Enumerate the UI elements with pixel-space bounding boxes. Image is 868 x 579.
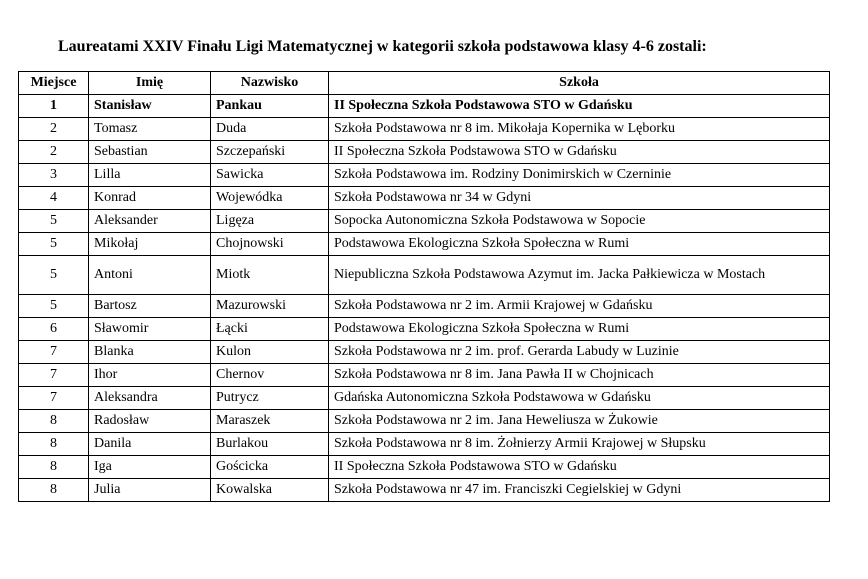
cell-school: Gdańska Autonomiczna Szkoła Podstawowa w Gdańsku: [329, 387, 830, 410]
cell-last-name: Wojewódka: [211, 187, 329, 210]
cell-first-name: Sławomir: [89, 318, 211, 341]
cell-last-name: Chojnowski: [211, 233, 329, 256]
cell-place: 8: [19, 456, 89, 479]
cell-school: Szkoła Podstawowa nr 2 im. prof. Gerarda Labudy w Luzinie: [329, 341, 830, 364]
cell-place: 5: [19, 210, 89, 233]
cell-place: 5: [19, 295, 89, 318]
cell-school: Szkoła Podstawowa nr 8 im. Mikołaja Kopernika w Lęborku: [329, 118, 830, 141]
cell-last-name: Putrycz: [211, 387, 329, 410]
cell-school: II Społeczna Szkoła Podstawowa STO w Gdańsku: [329, 141, 830, 164]
cell-school: Szkoła Podstawowa nr 8 im. Żołnierzy Armii Krajowej w Słupsku: [329, 433, 830, 456]
table-row: [19, 164, 830, 187]
table-row: [19, 295, 830, 318]
cell-first-name: Aleksandra: [89, 387, 211, 410]
table-header-row: [19, 72, 830, 95]
table-row: [19, 233, 830, 256]
cell-last-name: Pankau: [211, 95, 329, 118]
cell-last-name: Maraszek: [211, 410, 329, 433]
cell-first-name: Antoni: [89, 256, 211, 295]
cell-last-name: Mazurowski: [211, 295, 329, 318]
cell-place: 7: [19, 364, 89, 387]
cell-first-name: Ihor: [89, 364, 211, 387]
cell-last-name: Burlakou: [211, 433, 329, 456]
cell-school: Podstawowa Ekologiczna Szkoła Społeczna w Rumi: [329, 318, 830, 341]
table-row: [19, 364, 830, 387]
table-row: [19, 433, 830, 456]
cell-last-name: Miotk: [211, 256, 329, 295]
cell-school: II Społeczna Szkoła Podstawowa STO w Gdańsku: [329, 95, 830, 118]
cell-place: 5: [19, 233, 89, 256]
table-row: [19, 387, 830, 410]
cell-place: 2: [19, 141, 89, 164]
cell-first-name: Lilla: [89, 164, 211, 187]
header-last-name: Nazwisko: [211, 72, 329, 95]
cell-first-name: Mikołaj: [89, 233, 211, 256]
cell-first-name: Blanka: [89, 341, 211, 364]
cell-first-name: Sebastian: [89, 141, 211, 164]
cell-place: 3: [19, 164, 89, 187]
cell-school: Szkoła Podstawowa nr 47 im. Franciszki Cegielskiej w Gdyni: [329, 479, 830, 502]
cell-place: 6: [19, 318, 89, 341]
table-row: [19, 95, 830, 118]
laureates-table: [18, 71, 830, 502]
cell-place: 8: [19, 479, 89, 502]
cell-place: 1: [19, 95, 89, 118]
header-school: Szkoła: [329, 72, 830, 95]
cell-place: 8: [19, 433, 89, 456]
cell-place: 7: [19, 341, 89, 364]
cell-first-name: Julia: [89, 479, 211, 502]
cell-school: Sopocka Autonomiczna Szkoła Podstawowa w Sopocie: [329, 210, 830, 233]
cell-last-name: Sawicka: [211, 164, 329, 187]
cell-first-name: Stanisław: [89, 95, 211, 118]
cell-place: 8: [19, 410, 89, 433]
table-row: [19, 256, 830, 295]
cell-last-name: Chernov: [211, 364, 329, 387]
cell-place: 4: [19, 187, 89, 210]
cell-last-name: Łącki: [211, 318, 329, 341]
cell-place: 5: [19, 256, 89, 295]
cell-school: Szkoła Podstawowa nr 2 im. Jana Heweliusza w Żukowie: [329, 410, 830, 433]
header-place: Miejsce: [19, 72, 89, 95]
page-title: Laureatami XXIV Finału Ligi Matematycznej w kategorii szkoła podstawowa klasy 4-6 zostali:: [58, 38, 707, 55]
cell-last-name: Kowalska: [211, 479, 329, 502]
table-row: [19, 341, 830, 364]
cell-first-name: Iga: [89, 456, 211, 479]
cell-school: Szkoła Podstawowa nr 34 w Gdyni: [329, 187, 830, 210]
cell-last-name: Duda: [211, 118, 329, 141]
cell-school: Szkoła Podstawowa im. Rodziny Donimirskich w Czerninie: [329, 164, 830, 187]
cell-school: II Społeczna Szkoła Podstawowa STO w Gdańsku: [329, 456, 830, 479]
cell-last-name: Ligęza: [211, 210, 329, 233]
cell-first-name: Konrad: [89, 187, 211, 210]
table-row: [19, 187, 830, 210]
cell-place: 7: [19, 387, 89, 410]
table-row: [19, 141, 830, 164]
cell-last-name: Szczepański: [211, 141, 329, 164]
table-row: [19, 456, 830, 479]
cell-school: Szkoła Podstawowa nr 2 im. Armii Krajowej w Gdańsku: [329, 295, 830, 318]
cell-school: Niepubliczna Szkoła Podstawowa Azymut im. Jacka Pałkiewicza w Mostach: [329, 256, 830, 295]
cell-school: Szkoła Podstawowa nr 8 im. Jana Pawła II w Chojnicach: [329, 364, 830, 387]
cell-first-name: Bartosz: [89, 295, 211, 318]
table-row: [19, 318, 830, 341]
header-first-name: Imię: [89, 72, 211, 95]
table-row: [19, 479, 830, 502]
cell-first-name: Danila: [89, 433, 211, 456]
cell-school: Podstawowa Ekologiczna Szkoła Społeczna w Rumi: [329, 233, 830, 256]
table-row: [19, 118, 830, 141]
cell-last-name: Kulon: [211, 341, 329, 364]
cell-first-name: Tomasz: [89, 118, 211, 141]
cell-last-name: Gościcka: [211, 456, 329, 479]
table-row: [19, 210, 830, 233]
cell-first-name: Aleksander: [89, 210, 211, 233]
cell-place: 2: [19, 118, 89, 141]
cell-first-name: Radosław: [89, 410, 211, 433]
table-row: [19, 410, 830, 433]
